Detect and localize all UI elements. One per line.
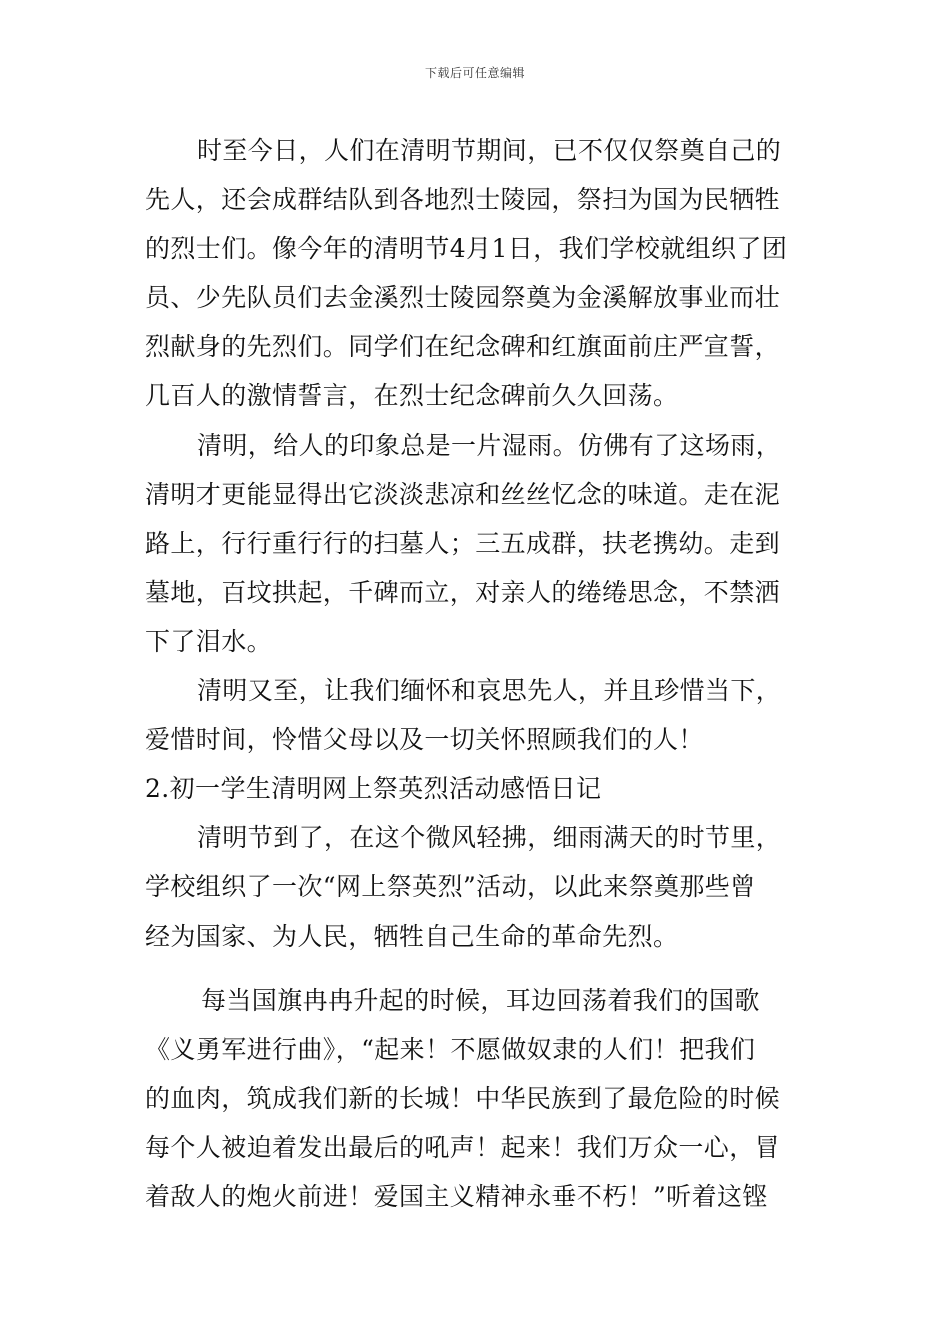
paragraph-line: 先人，还会成群结队到各地烈士陵园，祭扫为国为民牺牲 (145, 185, 781, 215)
paragraph-line: 时至今日，人们在清明节期间，已不仅仅祭奠自己的 (197, 136, 782, 165)
paragraph-line: 路上，行行重行行的扫墓人；三五成群，扶老携幼。走到 (145, 528, 781, 558)
paragraph-line: 每当国旗冉冉升起的时候，耳边回荡着我们的国歌 (201, 985, 760, 1015)
paragraph-line: 员、少先队员们去金溪烈士陵园祭奠为金溪解放事业而壮 (145, 283, 781, 313)
paragraph-line: 着敌人的炮火前进！爱国主义精神永垂不朽！”听着这铿 (145, 1181, 768, 1211)
page-header: 下载后可任意编辑 (424, 66, 525, 80)
section-paragraph-2 (145, 976, 810, 1221)
paragraph-3 (145, 666, 810, 764)
paragraph-line: 清明又至，让我们缅怀和哀思先人，并且珍惜当下， (197, 676, 782, 706)
paragraph-gap (145, 961, 810, 976)
paragraph-line: 几百人的激情誓言，在烈士纪念碑前久久回荡。 (145, 381, 679, 411)
paragraph-line: 的烈士们。像今年的清明节4月1日，我们学校就组织了团 (145, 234, 788, 264)
paragraph-line: 《义勇军进行曲》，“起来！不愿做奴隶的人们！把我们 (145, 1034, 756, 1064)
paragraph-line: 每个人被迫着发出最后的吼声！起来！我们万众一心，冒 (145, 1132, 781, 1162)
paragraph-line: 爱惜时间，怜惜父母以及一切关怀照顾我们的人！ (145, 725, 704, 755)
paragraph-line: 的血肉，筑成我们新的长城！中华民族到了最危险的时候 (145, 1083, 781, 1113)
paragraph-2 (145, 421, 810, 666)
paragraph-line: 下了泪水。 (145, 626, 273, 656)
section-heading: 2.初一学生清明网上祭英烈活动感悟日记 (145, 774, 602, 804)
document-body (145, 126, 810, 1221)
paragraph-line: 清明，给人的印象总是一片湿雨。仿佛有了这场雨， (197, 430, 782, 460)
paragraph-line: 烈献身的先烈们。同学们在纪念碑和红旗面前庄严宣誓， (145, 332, 781, 362)
paragraph-line: 学校组织了一次“网上祭英烈”活动，以此来祭奠那些曾 (145, 872, 756, 902)
paragraph-line: 经为国家、为人民，牺牲自己生命的革命先烈。 (145, 921, 679, 951)
paragraph-line: 墓地，百坟拱起，千碑而立，对亲人的绻绻思念，不禁洒 (145, 577, 781, 607)
section-paragraph-1 (145, 813, 810, 960)
paragraph-line: 清明才更能显得出它淡淡悲凉和丝丝忆念的味道。走在泥 (145, 479, 781, 509)
paragraph-line: 清明节到了，在这个微风轻拂，细雨满天的时节里， (197, 823, 782, 853)
paragraph-1 (145, 126, 810, 421)
